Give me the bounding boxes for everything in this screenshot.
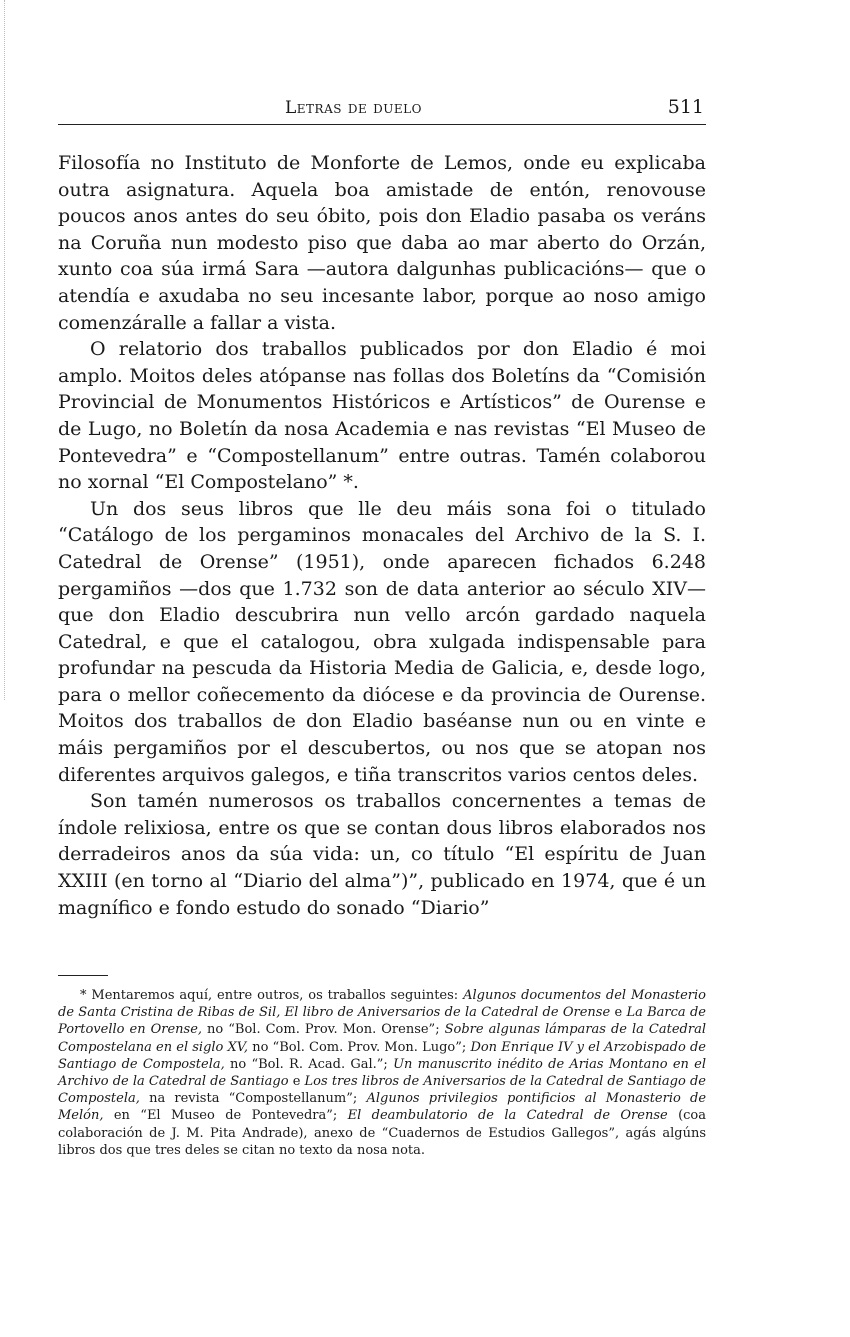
footnote <box>58 987 706 1159</box>
body-text <box>58 150 706 921</box>
footnote-title: Don Enrique IV y el Arzobispado de Santiago de Compostela, <box>58 1039 706 1072</box>
paragraph: Filosofía no Instituto de Monforte de Lemos, onde eu explicaba outra asignatura. Aquela boa amistade de entón, renovouse poucos anos antes do seu óbito, pois don Eladio pasaba os veráns na Coruña nun modesto piso que daba ao mar aberto do Orzán, xunto coa súa irmá Sara —autora dalgunhas publicacións— que o atendía e axudaba no seu incesante labor, porque ao noso amigo comenzáralle a fallar a vista. <box>58 152 706 334</box>
paragraph: Un dos seus libros que lle deu máis sona foi o titulado “Catálogo de los pergaminos monacales del Archivo de la S. I. Catedral de Orense” (1951), onde aparecen fichados 6.248 pergamiños —dos que 1.732 son de data anterior ao século XIV— que don Eladio descubrira nun vello arcón gardado naquela Catedral, e que el catalogou, obra xulgada indispensable para profundar na pescuda da Historia Media de Galicia, e, desde logo, para o mellor coñecemento da diócese e da provincia de Ourense. Moitos dos traballos de don Eladio baséanse nun ou en vinte e máis pergamiños por el descubertos, ou nos que se atopan nos diferentes arquivos galegos, e tiña transcritos varios centos deles. <box>58 497 706 786</box>
footnote-marker: * <box>80 988 87 1003</box>
footnote-text: en “El Museo de Pontevedra”; <box>103 1108 348 1124</box>
footnote-rule <box>58 975 108 976</box>
footnote-title: El deambulatorio de la Catedral de Orense <box>347 1108 668 1124</box>
footnote-title: Algunos privilegios pontificios al Monasterio de Melón, <box>58 1091 707 1124</box>
scan-edge-marks <box>4 0 19 700</box>
footnote-text: e <box>288 1074 305 1090</box>
footnote-title: Sobre algunas lámparas de la Catedral Compostelana en el siglo XV, <box>58 1022 706 1055</box>
footnote-title: La Barca de Portovello en Orense, <box>58 1005 706 1038</box>
footnote-text: no “Bol. Com. Prov. Mon. Lugo”; <box>248 1039 471 1055</box>
footnote-text: no “Bol. R. Acad. Gal.”; <box>224 1056 394 1072</box>
running-title: Letras de duelo <box>285 98 422 118</box>
footnote-text: Mentaremos aquí, entre outros, os traballos seguintes: <box>91 988 464 1003</box>
footnote-text: (coa colaboración de J. M. Pita Andrade), anexo de “Cuadernos de Estudios Gallegos”, agás algúns libros dos que tres deles se citan no texto da nosa nota. <box>58 1108 707 1158</box>
footnote-text: na revista “Compostellanum”; <box>139 1091 367 1107</box>
footnote-title: Algunos documentos del Monasterio de Santa Cristina de Ribas de Sil, El libro de Aniversarios de la Catedral de Orense <box>58 988 707 1021</box>
paragraph: Son tamén numerosos os traballos concernentes a temas de índole relixiosa, entre os que se contan dous libros elaborados nos derradeiros anos da súa vida: un, co título “El espíritu de Juan XXIII (en torno al “Diario del alma”)”, publicado en 1974, que é un magnífico e fondo estudo do sonado “Diario” <box>58 790 706 919</box>
page-number: 511 <box>667 96 704 118</box>
running-header <box>58 96 706 125</box>
footnote-title: Un manuscrito inédito de Arias Montano en el Archivo de la Catedral de Santiago <box>58 1056 706 1090</box>
footnote-title: Los tres libros de Aniversarios de la Catedral de Santiago de Compostela, <box>58 1074 706 1107</box>
paragraph: O relatorio dos traballos publicados por don Eladio é moi amplo. Moitos deles atópanse nas follas dos Boletíns da “Comisión Provincial de Monumentos Históricos e Artísticos” de Ourense e de Lugo, no Boletín da nosa Academia e nas revistas “El Museo de Pontevedra” e “Compostellanum” entre outras. Tamén colaborou no xornal “El Compostelano” *. <box>58 338 706 494</box>
footnote-text: no “Bol. Com. Prov. Mon. Orense”; <box>202 1022 445 1038</box>
footnote-text: e <box>610 1005 627 1021</box>
